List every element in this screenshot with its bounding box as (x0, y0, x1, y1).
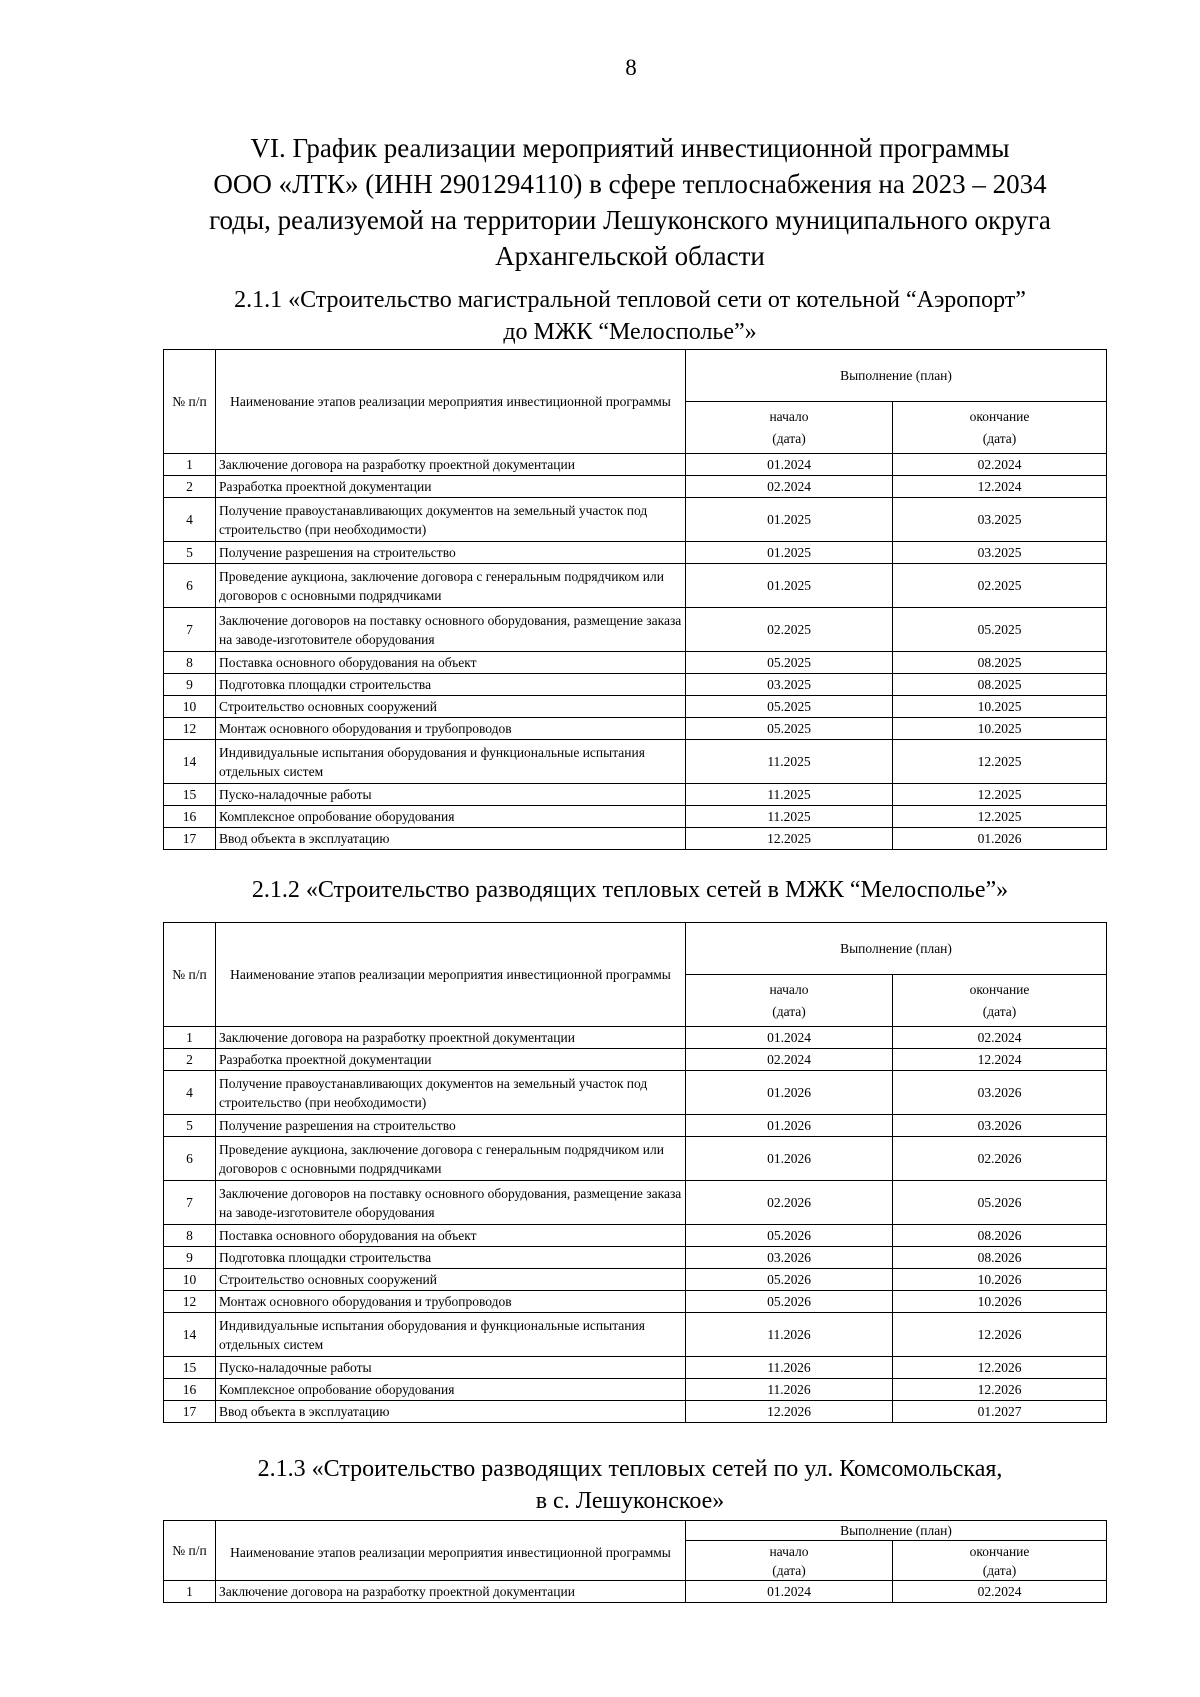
table-row (164, 1181, 1107, 1225)
row-stage-name: Заключение договоров на поставку основного оборудования, размещение заказа на заводе-изготовителе оборудования (216, 608, 686, 652)
table-row (164, 1269, 1107, 1291)
row-start-date: 02.2024 (686, 1049, 893, 1071)
row-stage-name: Пуско-наладочные работы (216, 1357, 686, 1379)
header-name: Наименование этапов реализации мероприятия инвестиционной программы (216, 923, 686, 1027)
row-end-date: 02.2024 (893, 1581, 1107, 1603)
title-line: годы, реализуемой на территории Лешуконского муниципального округа (209, 205, 1051, 235)
row-number: 17 (164, 1401, 216, 1423)
title-line: VI. График реализации мероприятий инвестиционной программы (250, 133, 1010, 163)
section-title-line: 2.1.2 «Строительство разводящих тепловых сетей в МЖК “Мелосполье”» (251, 877, 1009, 903)
row-start-date: 01.2025 (686, 564, 893, 608)
row-stage-name: Получение правоустанавливающих документов на земельный участок под строительство (при необходимости) (216, 1071, 686, 1115)
header-date-note: (дата) (982, 1003, 1017, 1019)
row-end-date: 03.2026 (893, 1115, 1107, 1137)
row-end-date: 08.2025 (893, 674, 1107, 696)
row-stage-name: Ввод объекта в эксплуатацию (216, 1401, 686, 1423)
row-end-date: 08.2026 (893, 1225, 1107, 1247)
row-start-date: 12.2026 (686, 1401, 893, 1423)
row-stage-name: Строительство основных сооружений (216, 1269, 686, 1291)
row-stage-name: Индивидуальные испытания оборудования и функциональные испытания отдельных систем (216, 740, 686, 784)
header-end (893, 1541, 1107, 1581)
row-start-date: 01.2026 (686, 1115, 893, 1137)
header-execution-plan: Выполнение (план) (686, 923, 1107, 975)
row-start-date: 01.2025 (686, 542, 893, 564)
header-execution-plan: Выполнение (план) (686, 1521, 1107, 1541)
table-row (164, 1247, 1107, 1269)
section-title-line: до МЖК “Мелосполье”» (503, 319, 757, 345)
header-start (686, 402, 893, 454)
row-end-date: 02.2025 (893, 564, 1107, 608)
row-number: 12 (164, 718, 216, 740)
header-start-label: начало (769, 408, 809, 424)
row-end-date: 01.2027 (893, 1401, 1107, 1423)
row-start-date: 02.2024 (686, 476, 893, 498)
table-row (164, 498, 1107, 542)
row-start-date: 01.2024 (686, 454, 893, 476)
row-number: 12 (164, 1291, 216, 1313)
row-number: 1 (164, 1027, 216, 1049)
row-end-date: 03.2025 (893, 498, 1107, 542)
row-start-date: 11.2025 (686, 784, 893, 806)
section-title-2-1-3 (180, 1453, 1080, 1517)
row-start-date: 01.2026 (686, 1071, 893, 1115)
header-start-label: начало (769, 981, 809, 997)
row-start-date: 02.2026 (686, 1181, 893, 1225)
schedule-table-2-1-3 (163, 1520, 1107, 1603)
row-end-date: 12.2026 (893, 1313, 1107, 1357)
row-end-date: 08.2026 (893, 1247, 1107, 1269)
table-row (164, 1137, 1107, 1181)
row-end-date: 02.2024 (893, 454, 1107, 476)
title-line: ООО «ЛТК» (ИНН 2901294110) в сфере теплоснабжения на 2023 – 2034 (213, 169, 1047, 199)
row-stage-name: Монтаж основного оборудования и трубопроводов (216, 718, 686, 740)
row-start-date: 01.2025 (686, 498, 893, 542)
row-number: 2 (164, 1049, 216, 1071)
row-end-date: 02.2024 (893, 1027, 1107, 1049)
row-number: 10 (164, 696, 216, 718)
row-number: 14 (164, 740, 216, 784)
row-stage-name: Подготовка площадки строительства (216, 674, 686, 696)
row-number: 2 (164, 476, 216, 498)
row-end-date: 05.2026 (893, 1181, 1107, 1225)
row-start-date: 11.2026 (686, 1357, 893, 1379)
table-row (164, 1357, 1107, 1379)
page-number: 8 (625, 55, 637, 80)
table-row (164, 1049, 1107, 1071)
header-num: № п/п (164, 350, 216, 454)
table-row (164, 674, 1107, 696)
table-row (164, 740, 1107, 784)
row-stage-name: Разработка проектной документации (216, 476, 686, 498)
row-start-date: 01.2024 (686, 1581, 893, 1603)
table-row (164, 542, 1107, 564)
row-number: 7 (164, 1181, 216, 1225)
header-num: № п/п (164, 1521, 216, 1581)
row-number: 8 (164, 652, 216, 674)
table-row (164, 1581, 1107, 1603)
row-number: 7 (164, 608, 216, 652)
row-end-date: 01.2026 (893, 828, 1107, 850)
row-stage-name: Получение правоустанавливающих документов на земельный участок под строительство (при необходимости) (216, 498, 686, 542)
row-stage-name: Разработка проектной документации (216, 1049, 686, 1071)
row-end-date: 12.2024 (893, 476, 1107, 498)
row-number: 15 (164, 1357, 216, 1379)
row-number: 10 (164, 1269, 216, 1291)
table-row (164, 828, 1107, 850)
table-row (164, 608, 1107, 652)
table-row (164, 718, 1107, 740)
header-date-note: (дата) (772, 430, 806, 446)
row-start-date: 05.2026 (686, 1225, 893, 1247)
header-execution-plan: Выполнение (план) (686, 350, 1107, 402)
row-stage-name: Заключение договора на разработку проектной документации (216, 454, 686, 476)
row-number: 6 (164, 1137, 216, 1181)
row-end-date: 10.2026 (893, 1291, 1107, 1313)
row-end-date: 02.2026 (893, 1137, 1107, 1181)
table-row (164, 1401, 1107, 1423)
table-row (164, 1027, 1107, 1049)
section-title-line: 2.1.3 «Строительство разводящих тепловых сетей по ул. Комсомольская, (257, 1456, 1003, 1482)
row-start-date: 03.2025 (686, 674, 893, 696)
row-number: 4 (164, 1071, 216, 1115)
row-start-date: 11.2025 (686, 806, 893, 828)
row-stage-name: Получение разрешения на строительство (216, 1115, 686, 1137)
row-stage-name: Монтаж основного оборудования и трубопроводов (216, 1291, 686, 1313)
row-stage-name: Строительство основных сооружений (216, 696, 686, 718)
row-start-date: 05.2026 (686, 1291, 893, 1313)
section-title-2-1-2 (180, 874, 1080, 906)
row-start-date: 01.2024 (686, 1027, 893, 1049)
row-number: 15 (164, 784, 216, 806)
row-stage-name: Заключение договоров на поставку основного оборудования, размещение заказа на заводе-изготовителе оборудования (216, 1181, 686, 1225)
row-start-date: 11.2026 (686, 1379, 893, 1401)
table-row (164, 476, 1107, 498)
row-number: 9 (164, 1247, 216, 1269)
row-end-date: 12.2025 (893, 806, 1107, 828)
row-stage-name: Заключение договора на разработку проектной документации (216, 1581, 686, 1603)
table-row (164, 1379, 1107, 1401)
row-number: 5 (164, 1115, 216, 1137)
schedule-table-2-1-2 (163, 922, 1107, 1423)
row-stage-name: Пуско-наладочные работы (216, 784, 686, 806)
row-end-date: 03.2026 (893, 1071, 1107, 1115)
header-end (893, 975, 1107, 1027)
header-end-label: окончание (969, 981, 1030, 997)
table-row (164, 1225, 1107, 1247)
section-title-line: 2.1.1 «Строительство магистральной тепловой сети от котельной “Аэропорт” (234, 287, 1026, 313)
row-start-date: 05.2025 (686, 652, 893, 674)
row-number: 9 (164, 674, 216, 696)
row-number: 5 (164, 542, 216, 564)
row-number: 6 (164, 564, 216, 608)
header-name: Наименование этапов реализации мероприятия инвестиционной программы (216, 350, 686, 454)
row-stage-name: Проведение аукциона, заключение договора с генеральным подрядчиком или договоров с основными подрядчиками (216, 564, 686, 608)
table-row (164, 1071, 1107, 1115)
schedule-table-2-1-1 (163, 349, 1107, 850)
row-number: 16 (164, 806, 216, 828)
row-number: 4 (164, 498, 216, 542)
row-number: 1 (164, 454, 216, 476)
row-start-date: 12.2025 (686, 828, 893, 850)
row-stage-name: Подготовка площадки строительства (216, 1247, 686, 1269)
section-title-line: в с. Лешуконское» (535, 1488, 725, 1514)
table-row (164, 696, 1107, 718)
row-start-date: 03.2026 (686, 1247, 893, 1269)
row-end-date: 05.2025 (893, 608, 1107, 652)
table-row (164, 806, 1107, 828)
header-num: № п/п (164, 923, 216, 1027)
row-stage-name: Комплексное опробование оборудования (216, 1379, 686, 1401)
row-end-date: 10.2025 (893, 696, 1107, 718)
row-start-date: 01.2026 (686, 1137, 893, 1181)
header-end-label: окончание (969, 408, 1030, 424)
table-row (164, 1313, 1107, 1357)
table-row (164, 1291, 1107, 1313)
header-date-note: (дата) (772, 1562, 806, 1578)
row-start-date: 05.2025 (686, 718, 893, 740)
row-end-date: 12.2026 (893, 1357, 1107, 1379)
row-number: 14 (164, 1313, 216, 1357)
row-number: 16 (164, 1379, 216, 1401)
row-start-date: 05.2026 (686, 1269, 893, 1291)
row-stage-name: Получение разрешения на строительство (216, 542, 686, 564)
table-row (164, 564, 1107, 608)
row-end-date: 12.2026 (893, 1379, 1107, 1401)
row-start-date: 02.2025 (686, 608, 893, 652)
row-number: 1 (164, 1581, 216, 1603)
header-name: Наименование этапов реализации мероприятия инвестиционной программы (216, 1521, 686, 1581)
header-date-note: (дата) (982, 1562, 1017, 1578)
row-stage-name: Комплексное опробование оборудования (216, 806, 686, 828)
row-end-date: 08.2025 (893, 652, 1107, 674)
row-end-date: 12.2025 (893, 740, 1107, 784)
table-row (164, 652, 1107, 674)
title-line: Архангельской области (495, 241, 765, 271)
row-end-date: 12.2025 (893, 784, 1107, 806)
row-start-date: 05.2025 (686, 696, 893, 718)
header-start-label: начало (769, 1543, 809, 1559)
row-stage-name: Поставка основного оборудования на объект (216, 652, 686, 674)
table-row (164, 784, 1107, 806)
row-end-date: 10.2026 (893, 1269, 1107, 1291)
row-end-date: 10.2025 (893, 718, 1107, 740)
row-stage-name: Заключение договора на разработку проектной документации (216, 1027, 686, 1049)
header-end-label: окончание (969, 1543, 1030, 1559)
header-start (686, 1541, 893, 1581)
document-title (180, 130, 1080, 274)
row-end-date: 12.2024 (893, 1049, 1107, 1071)
header-start (686, 975, 893, 1027)
row-number: 8 (164, 1225, 216, 1247)
table-row (164, 1115, 1107, 1137)
row-start-date: 11.2026 (686, 1313, 893, 1357)
row-start-date: 11.2025 (686, 740, 893, 784)
header-date-note: (дата) (772, 1003, 806, 1019)
row-stage-name: Проведение аукциона, заключение договора с генеральным подрядчиком или договоров с основными подрядчиками (216, 1137, 686, 1181)
row-end-date: 03.2025 (893, 542, 1107, 564)
row-stage-name: Ввод объекта в эксплуатацию (216, 828, 686, 850)
table-row (164, 454, 1107, 476)
row-stage-name: Поставка основного оборудования на объект (216, 1225, 686, 1247)
row-number: 17 (164, 828, 216, 850)
header-end (893, 402, 1107, 454)
section-title-2-1-1 (180, 284, 1080, 348)
row-stage-name: Индивидуальные испытания оборудования и функциональные испытания отдельных систем (216, 1313, 686, 1357)
header-date-note: (дата) (982, 430, 1017, 446)
